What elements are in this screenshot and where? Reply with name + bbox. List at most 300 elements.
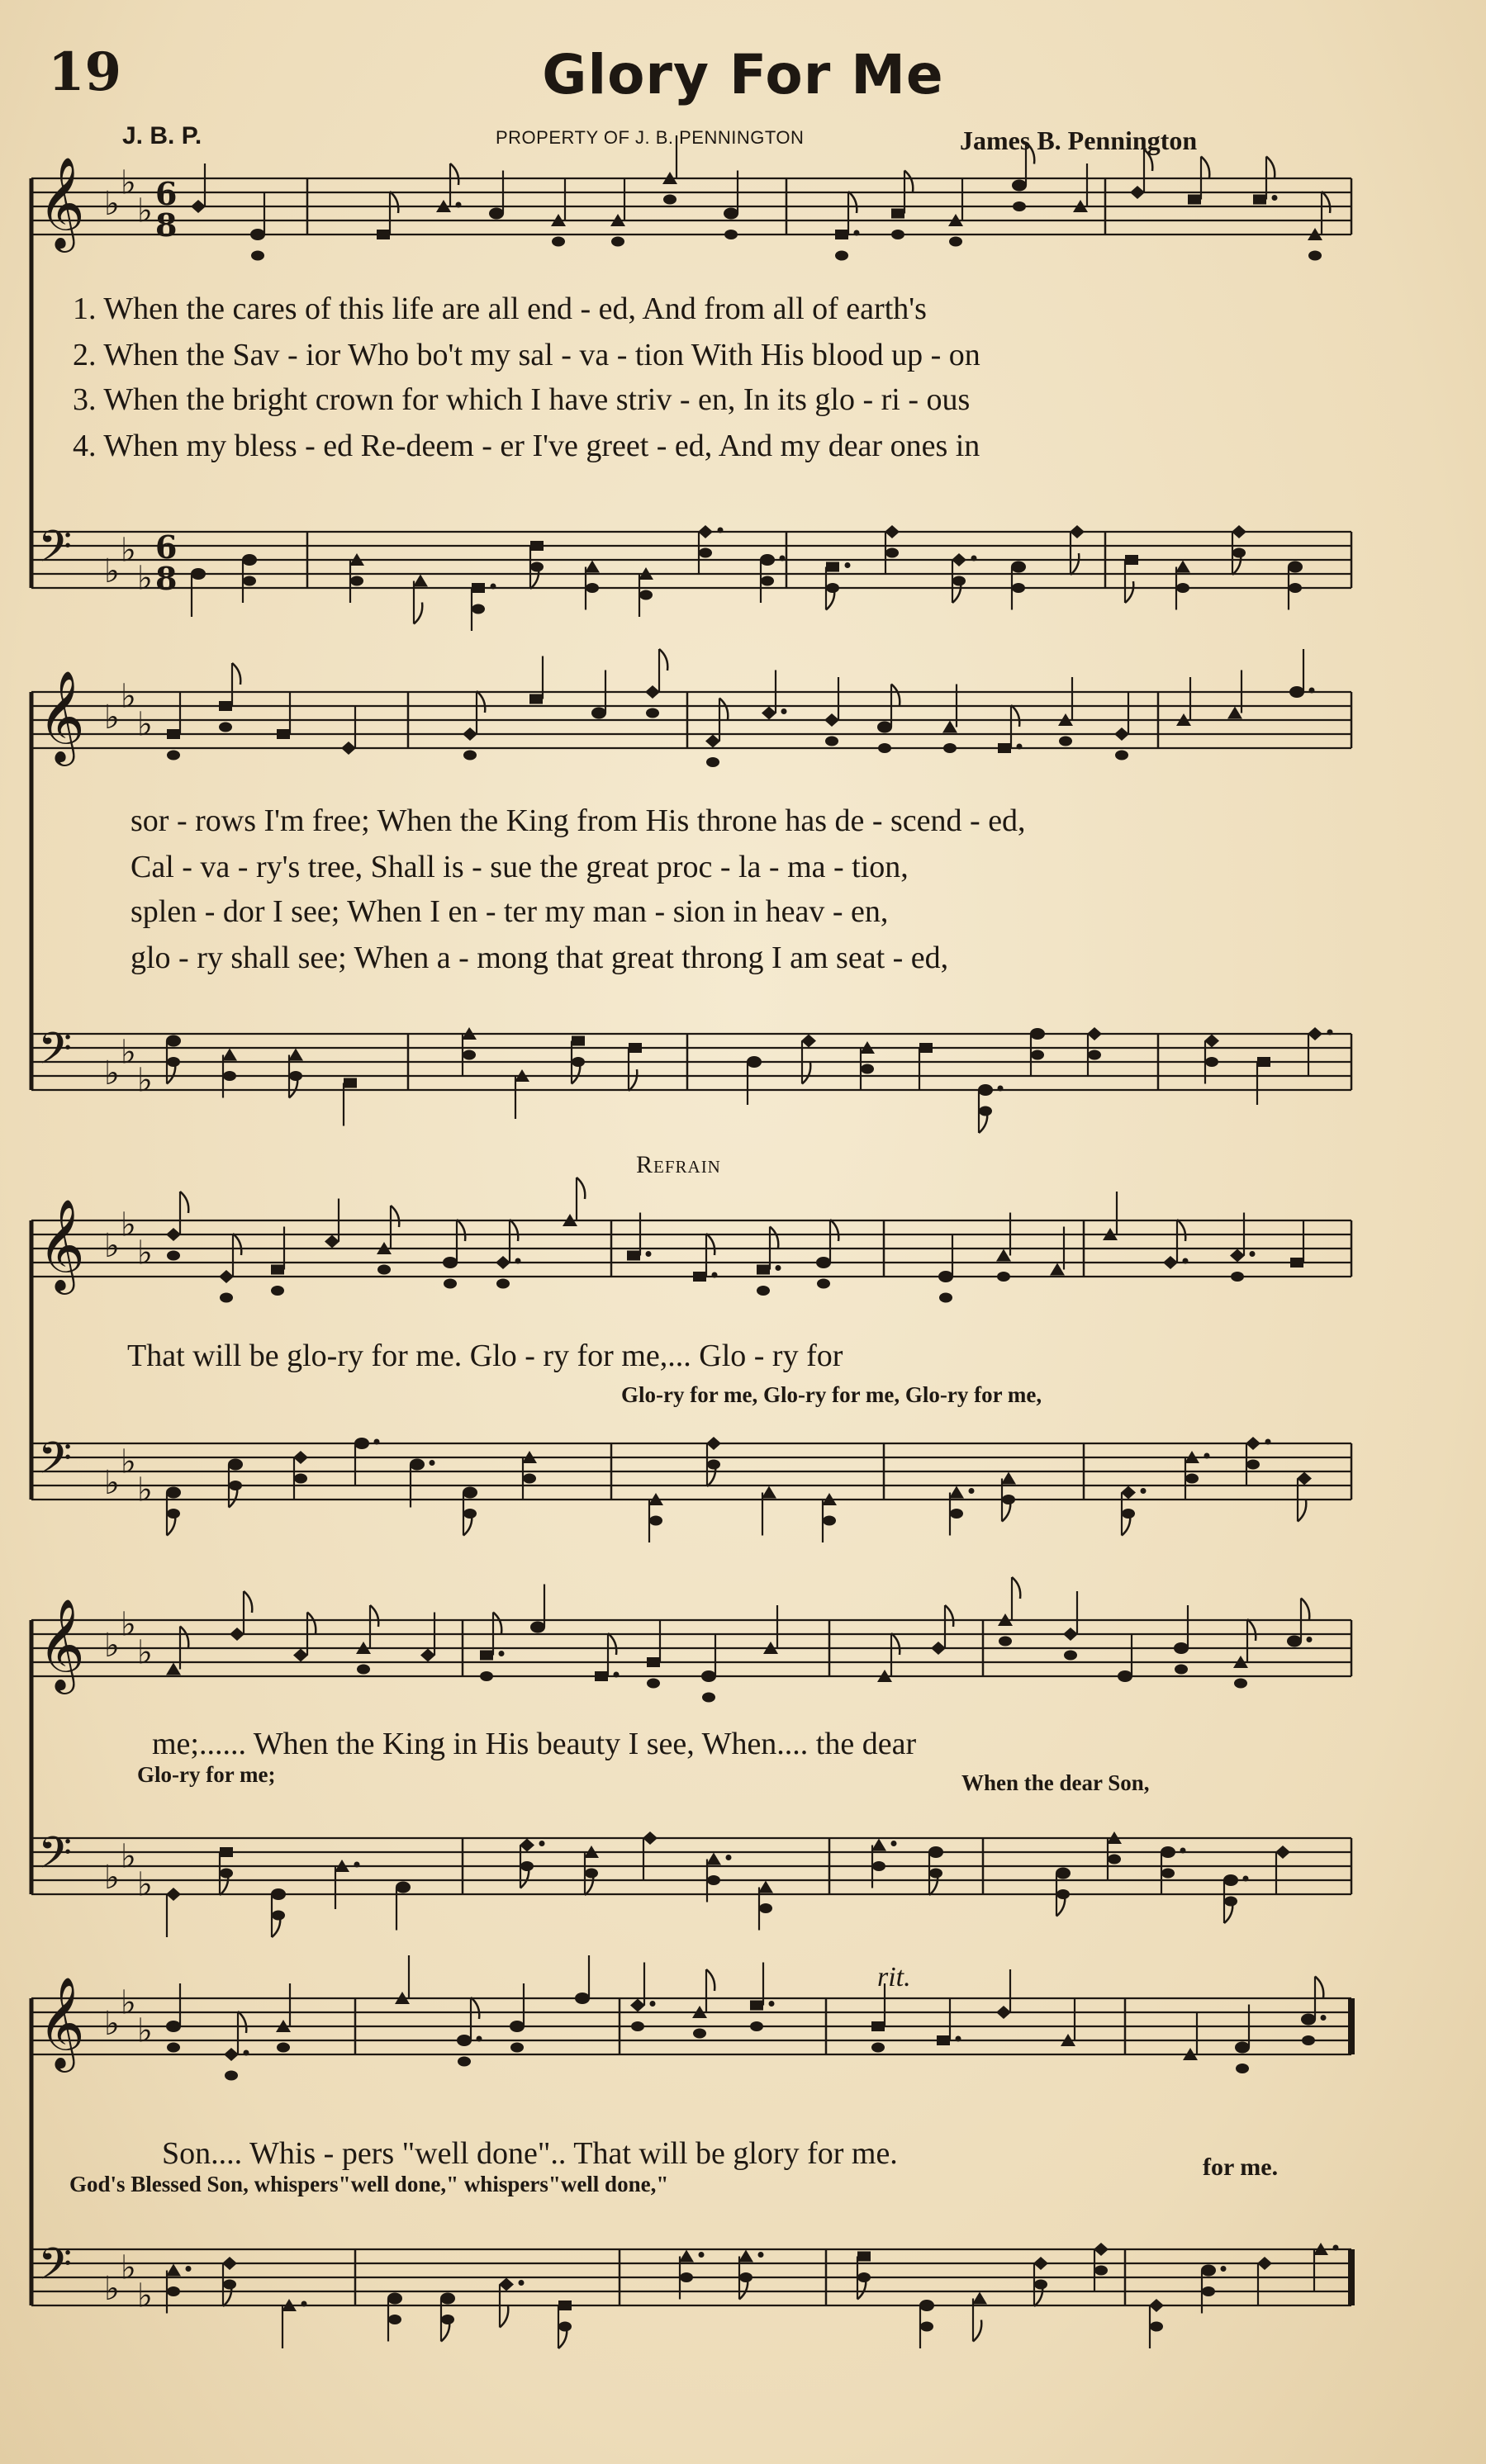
key-flat: ♭ (104, 185, 120, 223)
note-head (440, 2293, 455, 2305)
note-flag (390, 192, 398, 213)
note-head (611, 237, 624, 247)
note-head (929, 1869, 942, 1879)
note-head (224, 2048, 239, 2061)
note-flag (1247, 1619, 1256, 1641)
note-head (643, 1831, 658, 1845)
note-head (1289, 686, 1304, 698)
note-head (220, 1869, 233, 1879)
note-flag (233, 1234, 241, 1255)
note-head (396, 1882, 411, 1893)
note-dot (998, 1086, 1004, 1092)
note-flag (1201, 157, 1209, 178)
note-head (219, 701, 232, 711)
note-head (1185, 1474, 1199, 1484)
note-head (950, 1509, 963, 1519)
note-head (354, 1438, 369, 1449)
note-dot (186, 2266, 192, 2272)
note-flag (830, 1220, 838, 1241)
note-head (1223, 1874, 1238, 1886)
note-dot (650, 2001, 656, 2007)
key-flat: ♭ (121, 1206, 136, 1244)
note-head (520, 1861, 534, 1871)
note-dot (491, 584, 496, 590)
note-flag (848, 192, 857, 213)
note-flag (370, 1605, 378, 1627)
note-dot (969, 1488, 975, 1494)
note-head (919, 2300, 934, 2311)
key-flat: ♭ (121, 1605, 136, 1644)
note-head (272, 1911, 285, 1921)
note-head (835, 230, 848, 239)
note-head (444, 1279, 457, 1289)
note-head (530, 1622, 545, 1633)
key-flat: ♭ (104, 1054, 120, 1092)
note-head (166, 2264, 181, 2277)
page-number: 19 (48, 41, 122, 103)
note-head (1050, 1263, 1065, 1276)
note-head (997, 1272, 1010, 1282)
note-head (698, 525, 713, 538)
note-head (972, 2292, 987, 2305)
key-flat: ♭ (104, 1859, 120, 1897)
note-dot (845, 562, 851, 568)
note-head (647, 1679, 660, 1689)
note-head (530, 562, 544, 572)
note-dot (1272, 195, 1278, 201)
note-flag (471, 1997, 479, 2019)
treble-clef: 𝄞 (38, 1976, 85, 2068)
note-head (938, 1271, 953, 1282)
note-head (220, 1847, 233, 1857)
note-dot (1221, 2266, 1227, 2272)
note-dot (1307, 1637, 1313, 1642)
note-dot (646, 1251, 652, 1257)
note-head (458, 2057, 471, 2067)
note-head (166, 1035, 181, 1047)
verse-3-line-2: splen - dor I see; When I en - ter my man - sion in heav - en, (131, 894, 889, 929)
note-head (1176, 583, 1189, 593)
note-head (1175, 561, 1190, 573)
key-flat: ♭ (137, 1061, 153, 1100)
note-flag (973, 2320, 981, 2342)
note-flag (391, 1206, 399, 1227)
note-dot (456, 202, 462, 208)
note-dot (1183, 1258, 1189, 1264)
note-head (496, 1279, 510, 1289)
refrain-echo-1: Glo-ry for me, Glo-ry for me, Glo-ry for me, (621, 1382, 1042, 1407)
note-head (410, 1459, 425, 1471)
property-note: PROPERTY OF J. B. PENNINGTON (496, 127, 805, 148)
note-head (762, 1486, 776, 1499)
key-flat: ♭ (137, 1865, 153, 1904)
note-head (1230, 1249, 1245, 1263)
note-head (520, 1839, 534, 1852)
note-head (251, 251, 264, 261)
note-head (499, 2278, 514, 2291)
note-dot (781, 708, 787, 714)
key-flat: ♭ (137, 1234, 153, 1272)
note-head (928, 1846, 943, 1858)
treble-clef: 𝄞 (38, 1598, 85, 1690)
note-head (1161, 1869, 1175, 1879)
note-dot (354, 1862, 360, 1868)
note-flag (1322, 192, 1330, 213)
note-head (919, 1043, 933, 1053)
note-head (857, 2252, 871, 2262)
note-head (242, 554, 257, 566)
key-flat: ♭ (104, 1464, 120, 1502)
note-head (1257, 2257, 1272, 2270)
note-head (325, 1235, 339, 1249)
note-head (463, 1050, 476, 1060)
note-head (645, 685, 660, 699)
note-head (996, 2006, 1011, 2019)
note-head (706, 1853, 721, 1865)
key-flat: ♭ (137, 1471, 153, 1509)
note-flag (1144, 149, 1152, 171)
note-head (1231, 1272, 1244, 1282)
note-head (1163, 1256, 1178, 1269)
note-head (1288, 562, 1303, 573)
note-dot (499, 1651, 505, 1656)
note-head (885, 548, 899, 558)
note-head (871, 2021, 885, 2031)
note-head (167, 729, 180, 739)
note-flag (1298, 1500, 1306, 1522)
note-dot (515, 1258, 521, 1264)
note-dot (1141, 1488, 1147, 1494)
note-dot (1309, 688, 1315, 694)
composer-name: James B. Pennington (960, 126, 1198, 155)
note-head (529, 694, 543, 704)
note-head (1253, 195, 1266, 205)
note-flag (1125, 581, 1133, 603)
note-head (857, 2272, 871, 2282)
note-dot (854, 230, 860, 236)
note-head (1013, 201, 1026, 211)
note-head (230, 1628, 245, 1641)
key-flat: ♭ (121, 531, 136, 570)
note-head (996, 1249, 1011, 1262)
note-head (739, 2272, 752, 2282)
note-head (558, 2322, 572, 2332)
note-head (646, 708, 659, 718)
note-head (341, 742, 356, 755)
key-flat: ♭ (121, 163, 136, 202)
note-head (1188, 195, 1201, 205)
note-head (377, 1265, 391, 1275)
note-head (647, 1657, 660, 1667)
verse-1-line-2: sor - rows I'm free; When the King from His throne has de - scend - ed, (131, 803, 1026, 838)
note-head (680, 2272, 693, 2282)
note-head (949, 1486, 964, 1499)
note-head (1201, 2265, 1216, 2277)
note-head (558, 2301, 572, 2310)
refrain-echo-2-right: When the dear Son, (961, 1770, 1150, 1795)
note-dot (776, 1265, 781, 1271)
refrain-line-1: That will be glo-ry for me. Glo - ry for me,... Glo - ry for (127, 1339, 843, 1373)
note-dot (519, 2280, 525, 2286)
note-head (702, 1693, 715, 1703)
note-head (166, 2021, 181, 2032)
note-head (1301, 2014, 1316, 2026)
note-head (639, 590, 653, 600)
note-head (801, 1035, 816, 1048)
note-head (1287, 1636, 1302, 1647)
key-flat: ♭ (137, 1633, 153, 1672)
note-head (824, 713, 839, 727)
note-dot (244, 2050, 249, 2056)
note-flag (608, 1633, 616, 1655)
note-head (872, 1861, 885, 1871)
note-head (1204, 1035, 1219, 1048)
note-dot (1180, 1848, 1186, 1854)
verse-2-line-1: 2. When the Sav - ior Who bo't my sal - va - tion With His blood up - on (73, 338, 980, 372)
note-head (191, 200, 206, 213)
note-head (631, 2021, 644, 2031)
note-dot (1333, 2245, 1339, 2251)
note-head (166, 1663, 181, 1675)
note-head (344, 1078, 357, 1088)
note-head (289, 1071, 302, 1081)
note-head (1063, 1628, 1078, 1641)
note-head (949, 237, 962, 247)
note-flag (629, 1069, 637, 1091)
note-head (223, 2280, 236, 2290)
note-head (489, 208, 504, 220)
note-dot (1321, 2015, 1327, 2021)
note-dot (758, 2252, 764, 2258)
bass-clef: 𝄢 (38, 1024, 73, 1085)
note-flag (577, 1178, 585, 1199)
note-head (243, 576, 256, 586)
note-flag (1266, 157, 1275, 178)
note-dot (780, 556, 786, 562)
key-flat: ♭ (104, 1227, 120, 1265)
note-head (167, 1251, 180, 1261)
key-flat: ♭ (104, 2270, 120, 2308)
note-dot (712, 1272, 718, 1278)
note-head (271, 1888, 286, 1900)
note-head (228, 1459, 243, 1471)
note-head (1302, 2035, 1315, 2045)
refrain-echo-3: God's Blessed Son, whispers"well done," whispers"well done," (69, 2172, 669, 2196)
note-head (693, 2029, 706, 2039)
note-dot (1243, 1876, 1249, 1882)
time-signature-bottom: 8 (155, 560, 178, 597)
note-head (1122, 1509, 1135, 1519)
time-signature-top: 6 (155, 528, 178, 566)
note-head (443, 1257, 458, 1268)
refrain-echo-2-left: Glo-ry for me; (137, 1762, 276, 1787)
note-flag (1071, 553, 1079, 575)
note-head (823, 1516, 836, 1526)
note-head (1175, 1665, 1188, 1675)
key-flat: ♭ (121, 1033, 136, 1072)
note-head (1308, 1027, 1322, 1040)
note-flag (770, 1227, 778, 1249)
note-head (1056, 1889, 1070, 1899)
note-head (877, 722, 892, 733)
note-head (472, 583, 485, 593)
note-dot (614, 1672, 620, 1678)
note-head (952, 576, 966, 586)
note-dot (971, 556, 977, 562)
note-head (167, 1509, 180, 1519)
note-head (891, 209, 904, 219)
note-head (1059, 737, 1072, 746)
note-flag (477, 691, 485, 713)
key-flat: ♭ (121, 1837, 136, 1876)
note-head (167, 1057, 180, 1067)
key-flat: ♭ (137, 705, 153, 744)
note-head (1087, 1027, 1102, 1040)
note-dot (699, 2252, 705, 2258)
note-head (1246, 1460, 1260, 1470)
note-head (388, 2315, 401, 2324)
note-head (166, 1487, 181, 1499)
note-head (1033, 2257, 1048, 2270)
note-head (1174, 1642, 1189, 1654)
note-head (585, 561, 600, 573)
note-head (762, 707, 776, 720)
note-flag (1301, 1599, 1309, 1620)
note-head (679, 2250, 694, 2263)
note-flag (706, 1969, 715, 1991)
note-head (575, 1993, 590, 2004)
note-head (441, 2315, 454, 2324)
note-head (760, 554, 775, 566)
note-head (167, 751, 180, 761)
note-flag (659, 649, 667, 670)
note-head (1224, 1897, 1237, 1907)
bass-clef: 𝄢 (38, 1433, 73, 1495)
note-flag (719, 699, 728, 720)
note-dot (1250, 1251, 1256, 1257)
note-head (861, 1064, 874, 1074)
note-head (1227, 707, 1242, 719)
note-head (220, 1293, 233, 1303)
note-head (826, 583, 839, 593)
note-head (1012, 583, 1025, 593)
note-head (219, 723, 232, 732)
note-head (738, 2250, 753, 2263)
note-head (942, 721, 957, 733)
note-dot (374, 1439, 380, 1445)
note-head (943, 743, 957, 753)
note-head (835, 251, 848, 261)
note-head (1130, 186, 1145, 199)
note-flag (457, 1220, 465, 1241)
note-head (931, 1642, 946, 1655)
note-head (271, 1265, 284, 1275)
note-dot (718, 528, 724, 533)
note-head (586, 583, 599, 593)
note-head (1118, 1670, 1132, 1682)
note-head (705, 735, 720, 748)
note-head (663, 195, 677, 205)
note-head (1094, 2266, 1108, 2276)
note-dot (726, 1855, 732, 1860)
note-dot (956, 2036, 961, 2042)
note-head (377, 230, 390, 239)
note-head (472, 604, 485, 614)
note-head (952, 553, 966, 566)
note-head (759, 1903, 772, 1913)
note-flag (414, 603, 422, 624)
bass-clef: 𝄢 (38, 522, 73, 583)
note-head (1205, 1057, 1218, 1067)
note-head (1246, 1437, 1260, 1450)
note-head (463, 751, 477, 761)
note-dot (477, 2036, 482, 2042)
note-flag (706, 1234, 715, 1255)
note-head (706, 757, 719, 767)
key-flat: ♭ (137, 192, 153, 230)
note-head (219, 1270, 234, 1283)
note-dot (301, 2301, 307, 2307)
note-dot (430, 1460, 435, 1466)
verse-2-line-2: Cal - va - ry's tree, Shall is - sue the great proc - la - ma - tion, (131, 850, 909, 884)
refrain-line-2: me;...... When the King in His beauty I see, When.... the dear (152, 1727, 917, 1761)
note-head (701, 1670, 716, 1682)
note-head (1070, 525, 1085, 538)
time-signature-top: 6 (155, 175, 178, 212)
hymn-title: Glory For Me (542, 43, 944, 107)
note-head (1150, 2322, 1163, 2332)
note-head (457, 2035, 472, 2046)
note-head (825, 737, 838, 746)
note-head (277, 2043, 290, 2053)
note-head (357, 1665, 370, 1675)
note-dot (539, 1841, 545, 1846)
note-head (750, 2001, 763, 2011)
note-head (572, 1036, 585, 1046)
note-head (998, 743, 1011, 753)
note-head (1202, 2286, 1215, 2296)
note-head (750, 2021, 763, 2031)
note-flag (904, 171, 913, 192)
note-head (939, 1293, 952, 1303)
note-head (294, 1474, 307, 1484)
note-head (591, 708, 606, 719)
note-head (826, 562, 839, 572)
key-flat: ♭ (104, 2005, 120, 2043)
note-head (1289, 583, 1302, 593)
note-head (891, 230, 904, 239)
bass-clef: 𝄢 (38, 2239, 73, 2301)
note-head (693, 1272, 706, 1282)
note-head (166, 1228, 181, 1241)
note-head (724, 230, 738, 239)
note-head (761, 576, 774, 586)
note-head (1056, 1868, 1071, 1879)
note-head (757, 1265, 770, 1275)
note-head (707, 1875, 720, 1885)
key-flat: ♭ (104, 699, 120, 737)
treble-clef: 𝄞 (38, 156, 85, 249)
note-dot (1265, 1439, 1271, 1445)
note-head (191, 568, 206, 580)
verse-4-line-2: glo - ry shall see; When a - mong that great throng I am seat - ed, (131, 941, 949, 975)
note-head (510, 2021, 525, 2032)
note-head (816, 1257, 831, 1268)
note-head (277, 729, 290, 739)
refrain-line-3: Son.... Whis - pers "well done".. That will be glory for me. (162, 2136, 898, 2171)
note-head (1121, 1486, 1136, 1500)
note-head (480, 1671, 493, 1681)
